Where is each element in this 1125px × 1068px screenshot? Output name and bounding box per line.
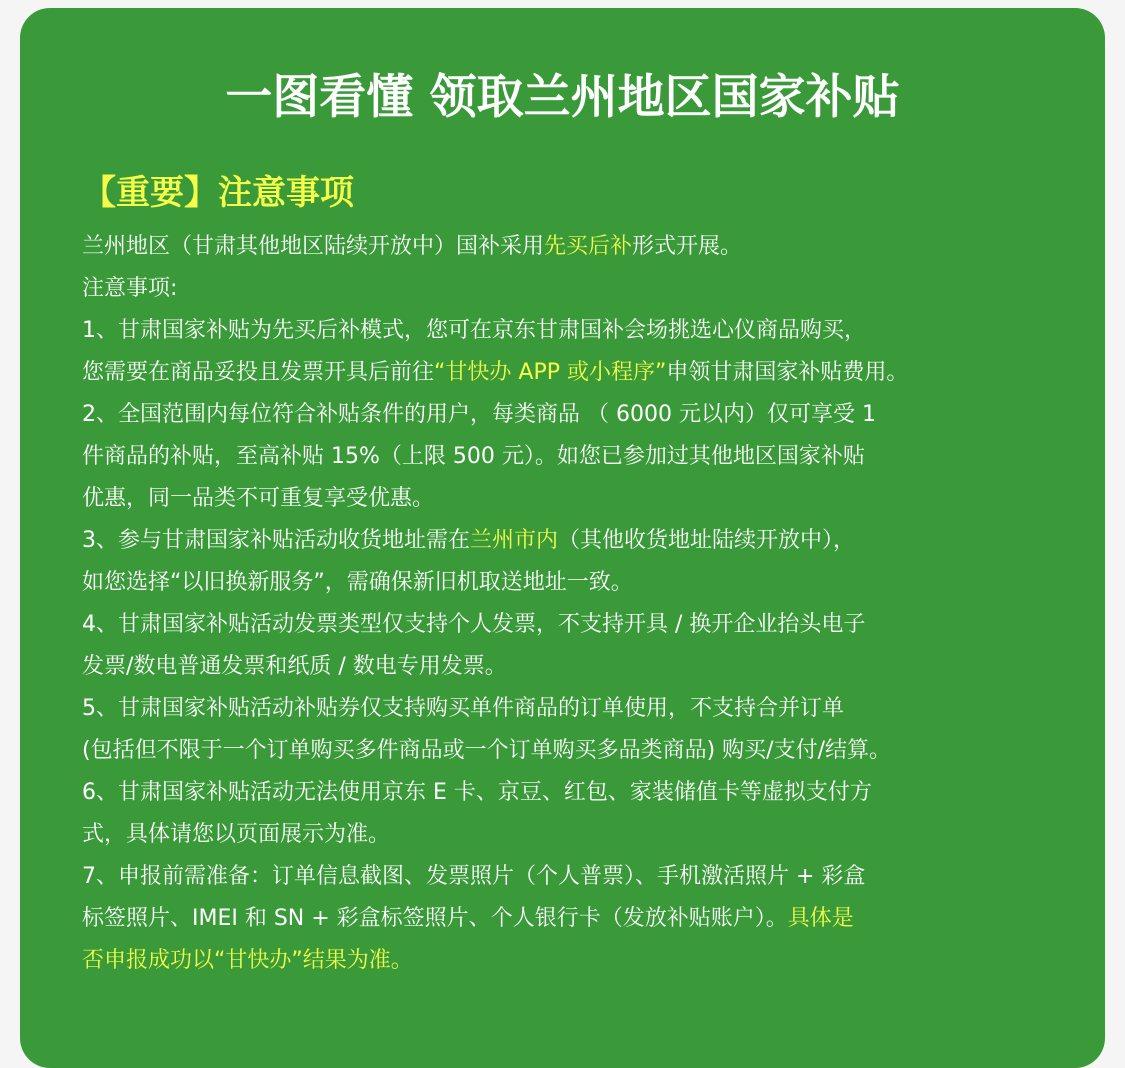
- item-1-highlight: “甘快办 APP 或小程序”: [434, 360, 667, 385]
- item-7-line-2: [82, 898, 1082, 940]
- intro-line: [82, 226, 1082, 268]
- item-1-line-1: 1、甘肃国家补贴为先买后补模式，您可在京东甘肃国补会场挑选心仪商品购买，: [82, 318, 866, 343]
- item-7-line-3: 否申报成功以“甘快办”结果为准。: [82, 948, 413, 973]
- item-1-text: 您需要在商品妥投且发票开具后前往: [82, 360, 435, 385]
- item-2-line-3: 优惠，同一品类不可重复享受优惠。: [82, 486, 435, 511]
- item-7-highlight: 具体是: [787, 906, 854, 931]
- info-card: [20, 8, 1105, 1068]
- item-7-text: 标签照片、IMEI 和 SN + 彩盒标签照片、个人银行卡（发放补贴账户）。: [82, 906, 788, 931]
- item-4-line-1: 4、甘肃国家补贴活动发票类型仅支持个人发票，不支持开具 / 换开企业抬头电子: [82, 612, 866, 637]
- item-3-text: 3、参与甘肃国家补贴活动收货地址需在: [82, 528, 470, 553]
- intro-highlight: 先买后补: [544, 234, 633, 259]
- item-5-line-2: (包括但不限于一个订单购买多件商品或一个订单购买多品类商品) 购买/支付/结算。: [82, 738, 891, 763]
- item-5-line-1: 5、甘肃国家补贴活动补贴券仅支持购买单件商品的订单使用，不支持合并订单: [82, 696, 844, 721]
- page-title: 一图看懂 领取兰州地区国家补贴: [225, 70, 900, 125]
- item-6-line-1: 6、甘肃国家补贴活动无法使用京东 E 卡、京豆、红包、家装储值卡等虚拟支付方: [82, 780, 872, 805]
- item-3-line-1: [82, 520, 1082, 562]
- item-3-highlight: 兰州市内: [470, 528, 559, 553]
- section-heading: 【重要】注意事项: [82, 173, 354, 213]
- item-2-line-1: 2、全国范围内每位符合补贴条件的用户，每类商品 （ 6000 元以内）仅可享受 1: [82, 402, 876, 427]
- item-2-line-2: 件商品的补贴，至高补贴 15%（上限 500 元）。如您已参加过其他地区国家补贴: [82, 444, 865, 469]
- item-1-line-2: [82, 352, 1082, 394]
- item-3-text-end: （其他收货地址陆续开放中），: [558, 528, 856, 553]
- notice-body: [82, 226, 1082, 982]
- intro-text: 兰州地区（甘肃其他地区陆续开放中）国补采用: [82, 234, 545, 259]
- intro-text-end: 形式开展。: [632, 234, 743, 259]
- item-1-text-end: 申领甘肃国家补贴费用。: [666, 360, 909, 385]
- item-3-line-2: 如您选择“以旧换新服务”，需确保新旧机取送地址一致。: [82, 570, 633, 595]
- item-4-line-2: 发票/数电普通发票和纸质 / 数电专用发票。: [82, 654, 507, 679]
- item-6-line-2: 式，具体请您以页面展示为准。: [82, 822, 391, 847]
- notes-label: 注意事项:: [82, 276, 178, 301]
- item-7-line-1: 7、申报前需准备：订单信息截图、发票照片（个人普票）、手机激活照片 + 彩盒: [82, 864, 866, 889]
